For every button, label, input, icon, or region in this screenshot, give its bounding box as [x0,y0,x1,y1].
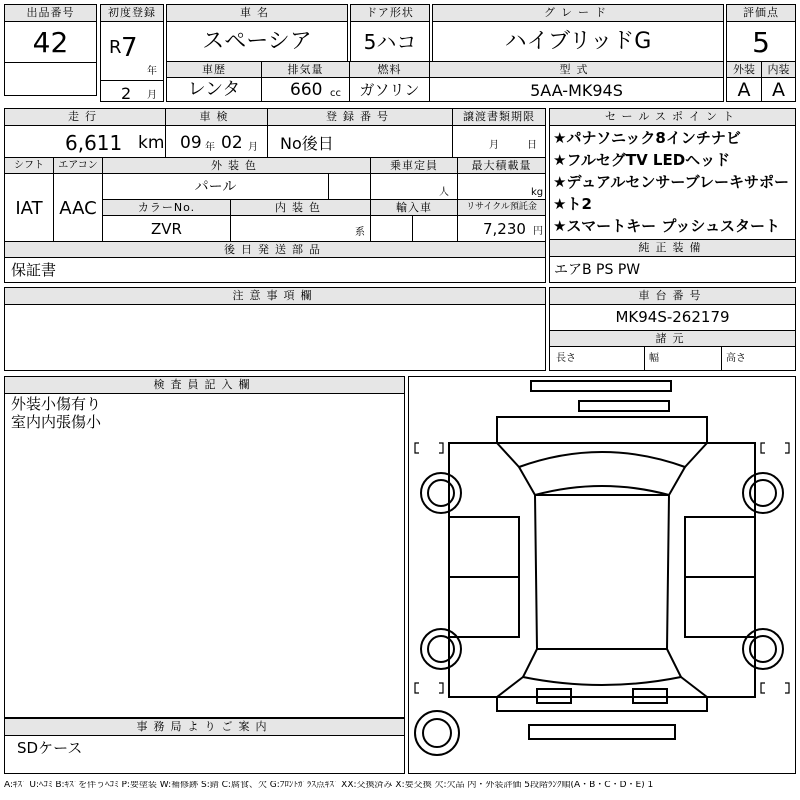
legend-text: A:ｷｽﾞ U:ﾍｺﾐ B:ｷｽﾞを伴うﾍｺﾐ P:要塗装 W:補修跡 S:錆 C:腐食、欠 G:ﾌﾛﾝﾄｶﾞﾗｽ点ｷｽﾞ XX:交換済み X:要交換 欠:欠品 内・外装評価 5段階ﾗﾝｸ順(A・B・C・D・E) 1 [4,781,654,790]
car-name-label: 車名 [167,5,347,21]
score-label: 評価点 [727,5,795,21]
shift-value: IAT [15,198,43,219]
door-value: 5ハコ [363,30,417,54]
transfer-box: 譲渡書類期限 月 日 [452,108,546,158]
lot-number-value: 42 [32,26,69,59]
first-reg-month: 2 [121,84,132,103]
car-diagram-box [408,376,796,774]
grade-label: グレード [433,5,723,21]
interior-grade-box: 内装 A [761,61,796,102]
first-reg-year: 7 [121,33,138,63]
lot-number-box [4,4,97,96]
sales-point-box: セールスポイント ★パナソニック8インチナビ ★フルセグTV LEDヘッド ★デュアルセンサーブレーキサポー ★ト2 ★スマートキー プッシュスタート [549,108,796,240]
sales-point-item: ★パナソニック8インチナビ [553,129,741,147]
exterior-grade-box: 外装 A [726,61,762,102]
exterior-color-value: パール [194,179,237,195]
notes-box: 注意事項欄 [4,287,546,371]
first-reg-label: 初度登録 [101,5,163,21]
lot-number-label: 出品番号 [5,5,96,21]
sales-point-item: ★ト2 [553,195,592,213]
reg-number-box: 登録番号 No後日 [267,108,453,158]
history-value: レンタ [187,79,241,100]
fuel-box: 燃料 ガソリン [349,61,430,102]
genuine-value: エアB PS PW [554,262,641,278]
exterior-grade-value: A [737,79,751,101]
car-name-box [166,4,348,62]
grade-value: ハイブリッドG [504,29,652,54]
sales-point-item: ★デュアルセンサーブレーキサポー [553,173,790,191]
sales-point-item: ★フルセグTV LEDヘッド [553,151,731,169]
displacement-box: 排気量 660 cc [261,61,350,102]
chassis-value: MK94S-262179 [615,308,730,326]
car-diagram [409,377,795,773]
door-label: ドア形状 [351,5,429,21]
inspector-box: 検査員記入欄 外装小傷有り 室内内張傷小 [4,376,405,718]
history-box: 車歴 レンタ [166,61,262,102]
spec-block: シフト エアコン 外装色 乗車定員 最大積載量 パール 人 kg カラーNo. 内装色 輸入車 リサイクル預託金 IAT AAC ZVR 系 7,230 円 [4,157,546,242]
inspection-year: 09 [180,133,202,153]
interior-grade-value: A [772,79,785,101]
grade-box [432,4,724,62]
chassis-box: 車台番号 MK94S-262179 諸元 長さ 幅 高さ [549,287,796,371]
recycle-value: 7,230 [483,220,526,238]
first-registration-box: 初度登録 R 7 年 2 月 [100,4,164,102]
car-name-value: スペーシア [202,29,312,54]
score-box [726,4,796,62]
inspection-month: 02 [221,133,243,153]
mileage-box: 走行 6,611 km [4,108,166,158]
mileage-value: 6,611 [65,131,123,155]
era-label: R [109,37,122,58]
door-box [350,4,430,62]
reg-number-value: No後日 [280,134,334,153]
later-parts-value: 保証書 [11,261,57,279]
genuine-box: 純正装備 エアB PS PW [549,239,796,283]
color-no-value: ZVR [151,220,182,238]
model-box: 型式 5AA-MK94S [429,61,724,102]
inspector-note: 外装小傷有り [11,395,102,413]
inspector-note: 室内内張傷小 [11,413,102,431]
model-value: 5AA-MK94S [530,81,623,100]
score-value: 5 [752,26,770,59]
aircon-value: AAC [59,198,97,219]
later-parts-box: 後日発送部品 保証書 [4,241,546,283]
office-box: 事務局よりご案内 SDケース [4,718,405,774]
fuel-value: ガソリン [359,81,420,99]
sales-point-item: ★スマートキー プッシュスタート [553,217,781,235]
displacement-value: 660 [290,80,323,100]
office-note: SDケース [17,739,83,757]
inspection-box: 車検 09 年 02 月 [165,108,268,158]
